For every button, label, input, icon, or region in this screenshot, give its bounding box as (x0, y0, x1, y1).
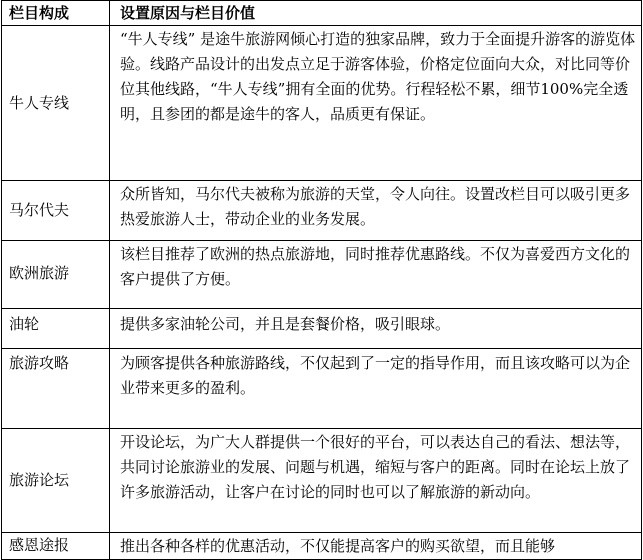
row-name: 马尔代夫 (2, 181, 110, 241)
table-row (2, 309, 642, 349)
header-column-reason: 设置原因与栏目价值 (110, 1, 642, 26)
table-row (2, 349, 642, 429)
row-text: 开设论坛，为广大人群提供一个很好的平台，可以表达自己的看法、想法等，共同讨论旅游业的发展、问题与机遇，缩短与客户的距离。同时在论坛上放了许多旅游活动，让客户在讨论的同时也可以了解旅游的新动向。 (110, 429, 642, 533)
row-name: 牛人专线 (2, 26, 110, 181)
row-text: 推出各种各样的优惠活动，不仅能提高客户的购买欲望，而且能够 (110, 533, 642, 560)
table-row (2, 181, 642, 241)
row-name: 旅游论坛 (2, 429, 110, 533)
header-column-name: 栏目构成 (2, 1, 110, 26)
row-name: 旅游攻略 (2, 349, 110, 429)
table-row (2, 241, 642, 309)
row-text: 该栏目推荐了欧洲的热点旅游地，同时推荐优惠路线。不仅为喜爱西方文化的客户提供了方便。 (110, 241, 642, 309)
table-row (2, 533, 642, 560)
row-text: “牛人专线” 是途牛旅游网倾心打造的独家品牌，致力于全面提升游客的游览体验。线路产品设计的出发点立足于游客体验，价格定位面向大众，对比同等价位其他线路，“牛人专线”拥有全面的优势。行程轻松不累，细节100%完全透明，且参团的都是途牛的客人，品质更有保证。 (110, 26, 642, 181)
column-structure-table (1, 0, 642, 560)
row-name: 欧洲旅游 (2, 241, 110, 309)
table-header-row (2, 1, 642, 26)
row-text: 众所皆知，马尔代夫被称为旅游的天堂，令人向往。设置改栏目可以吸引更多热爱旅游人士，带动企业的业务发展。 (110, 181, 642, 241)
row-text: 提供多家油轮公司，并且是套餐价格，吸引眼球。 (110, 309, 642, 349)
row-name: 油轮 (2, 309, 110, 349)
row-name: 感恩途报 (2, 533, 110, 560)
table-row (2, 26, 642, 181)
row-text: 为顾客提供各种旅游路线，不仅起到了一定的指导作用，而且该攻略可以为企业带来更多的盈利。 (110, 349, 642, 429)
table-row (2, 429, 642, 533)
